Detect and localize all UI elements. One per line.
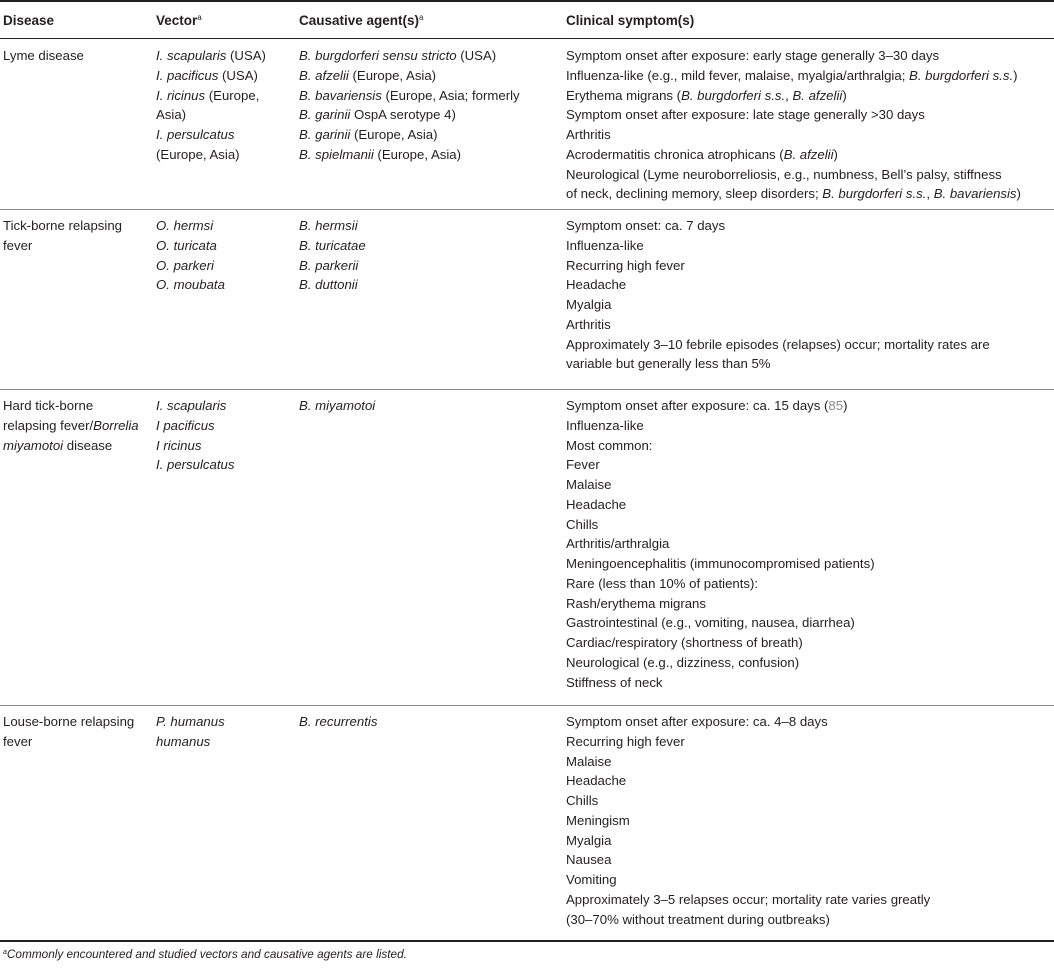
cell-text: Myalgia — [566, 832, 612, 848]
cell-disease — [3, 216, 143, 256]
cell-symptoms — [566, 46, 1054, 204]
cell-text: Rare (less than 10% of patients): — [566, 575, 759, 591]
cell-line — [299, 66, 549, 86]
cell-line — [299, 236, 549, 256]
cell-line — [566, 910, 1054, 930]
cell-text: (Europe, Asia; formerly — [381, 87, 520, 103]
cell-line — [566, 216, 1054, 236]
cell-text: O. parkeri — [156, 257, 214, 273]
cell-line — [156, 66, 286, 86]
cell-line — [299, 105, 549, 125]
cell-line — [566, 396, 1054, 416]
cell-text: Acrodermatitis chronica atrophicans ( — [566, 146, 784, 162]
cell-line — [566, 66, 1054, 86]
cell-line — [566, 315, 1054, 335]
cell-text: B. burgdorferi s.s. — [681, 87, 786, 103]
cell-text: (Europe, Asia) — [348, 67, 437, 83]
cell-text: Symptom onset after exposure: early stage generally 3–30 days — [566, 48, 940, 63]
cell-line: Tick-borne relapsing — [3, 218, 122, 233]
cell-text: Headache — [566, 277, 627, 293]
cell-text: (USA) — [218, 67, 258, 83]
header-agent: Causative $agent(s)^a$ — [299, 13, 424, 28]
cell-text: Recurring high fever — [566, 257, 685, 273]
cell-text: B. garinii — [299, 107, 351, 123]
cell-disease — [3, 396, 143, 455]
cell-text: Arthritis — [566, 316, 611, 332]
cell-text: Approximately 3–5 relapses occur; mortality rate varies greatly — [566, 891, 931, 907]
table-row — [0, 705, 1054, 940]
cell-line — [566, 752, 1054, 772]
cell-text: (USA) — [456, 48, 497, 63]
cell-line — [566, 673, 1054, 693]
cell-text: B. bavariensis — [933, 186, 1017, 202]
cell-text: Borrelia — [93, 417, 139, 433]
cell-text: B. afzelii — [783, 146, 834, 162]
cell-line — [156, 46, 286, 66]
cell-text: I. persulcatus — [156, 457, 235, 473]
cell-text: of neck, declining memory, sleep disorders; — [566, 186, 823, 202]
cell-line — [299, 145, 549, 165]
cell-line — [299, 712, 549, 732]
cell-line — [156, 455, 286, 475]
cell-line — [156, 216, 286, 236]
cell-text: miyamotoi — [3, 437, 64, 453]
cell-text: Chills — [566, 516, 599, 532]
cell-text: Recurring high fever — [566, 733, 685, 749]
cell-text: Neurological (e.g., dizziness, confusion) — [566, 654, 800, 670]
cell-text: variable but generally less than 5% — [566, 356, 771, 372]
cell-text: Chills — [566, 793, 599, 808]
cell-agent — [299, 46, 549, 165]
cell-vector — [156, 712, 286, 752]
bottom-rule — [0, 940, 1054, 942]
header-vector-note: a — [197, 13, 202, 22]
cell-text: Influenza-like — [566, 417, 644, 433]
cell-line: Lyme disease — [3, 48, 84, 63]
cell-line — [566, 236, 1054, 256]
cell-line — [566, 712, 1054, 732]
cell-line — [566, 46, 1054, 66]
cell-text: B. parkerii — [299, 257, 359, 273]
cell-text: I pacificus — [156, 417, 215, 433]
cell-symptoms — [566, 712, 1054, 929]
cell-text: Arthritis — [566, 127, 611, 142]
cell-text: O. hermsi — [156, 218, 214, 233]
cell-text: disease — [63, 437, 113, 453]
cell-line — [566, 613, 1054, 633]
cell-line — [3, 396, 143, 416]
cell-text: Symptom onset: ca. 7 days — [566, 218, 726, 233]
cell-text: B. turicatae — [299, 237, 366, 253]
cell-text: , — [785, 87, 793, 103]
cell-disease — [3, 46, 143, 66]
cell-line — [566, 594, 1054, 614]
cell-line — [156, 105, 286, 125]
header-disease: Disease — [3, 13, 55, 28]
cell-text: Approximately 3–10 febrile episodes (relapses) occur; mortality rates are — [566, 336, 990, 352]
cell-text: Headache — [566, 773, 627, 789]
cell-text: B. hermsii — [299, 218, 358, 233]
cell-line: fever — [3, 733, 33, 749]
cell-line — [566, 850, 1054, 870]
cell-line — [566, 416, 1054, 436]
cell-line — [566, 354, 1054, 374]
cell-text: humanus — [156, 733, 211, 749]
cell-text: Arthritis/arthralgia — [566, 536, 670, 552]
cell-line — [566, 165, 1054, 185]
cell-agent — [299, 396, 549, 416]
reference-link[interactable]: 85 — [828, 398, 844, 413]
cell-text: B. duttonii — [299, 277, 358, 293]
cell-line — [566, 791, 1054, 811]
cell-line: fever — [3, 237, 33, 253]
cell-text: Malaise — [566, 477, 612, 492]
cell-text: ) — [843, 398, 848, 413]
cell-text: Headache — [566, 496, 627, 512]
cell-text: I. ricinus — [156, 87, 206, 103]
cell-line — [156, 236, 286, 256]
cell-line — [299, 256, 549, 276]
cell-text: Stiffness of neck — [566, 674, 663, 690]
cell-text: ) — [842, 87, 847, 103]
cell-line — [566, 86, 1054, 106]
cell-line — [566, 256, 1054, 276]
cell-line — [566, 295, 1054, 315]
cell-agent — [299, 712, 549, 732]
cell-line — [566, 455, 1054, 475]
cell-line — [566, 335, 1054, 355]
cell-text: I ricinus — [156, 437, 202, 453]
cell-text: B. burgdorferi s.s. — [909, 67, 1014, 83]
cell-text: (Europe, — [205, 87, 260, 103]
table-header — [0, 2, 1054, 38]
cell-text: , — [926, 186, 934, 202]
cell-vector — [156, 46, 286, 165]
cell-line — [566, 574, 1054, 594]
cell-text: B. burgdorferi sensu stricto — [299, 48, 457, 63]
cell-text: (Europe, Asia) — [350, 127, 438, 142]
cell-text: Erythema migrans ( — [566, 87, 682, 103]
cell-text: Hard tick-borne — [3, 398, 94, 413]
cell-line — [566, 436, 1054, 456]
cell-text: Fever — [566, 457, 600, 473]
cell-line — [3, 436, 143, 456]
cell-line — [566, 125, 1054, 145]
cell-line — [156, 732, 286, 752]
cell-text: Meningoencephalitis (immunocompromised patients) — [566, 556, 875, 571]
cell-line — [566, 275, 1054, 295]
cell-line: Louse-borne relapsing — [3, 714, 135, 729]
cell-line — [566, 771, 1054, 791]
cell-text: Symptom onset after exposure: ca. 4–8 days — [566, 714, 828, 729]
cell-text: B. burgdorferi s.s. — [822, 186, 927, 202]
footnote-text: Commonly encountered and studied vectors and causative agents are listed. — [6, 947, 407, 961]
cell-text: Vomiting — [566, 872, 617, 887]
cell-text: B. miyamotoi — [299, 398, 376, 413]
cell-line — [566, 495, 1054, 515]
cell-line — [566, 184, 1054, 204]
cell-line — [156, 436, 286, 456]
cell-line — [299, 396, 549, 416]
cell-line — [566, 633, 1054, 653]
cell-line — [566, 554, 1054, 574]
cell-text: ) — [833, 146, 838, 162]
cell-text: B. afzelii — [299, 67, 349, 83]
cell-text: (30–70% without treatment during outbreaks) — [566, 911, 830, 927]
cell-text: O. turicata — [156, 237, 217, 253]
cell-text: Asia) — [156, 107, 187, 123]
cell-text: Gastrointestinal (e.g., vomiting, nausea, diarrhea) — [566, 615, 855, 631]
table-footnote — [3, 947, 407, 961]
cell-text: ) — [1016, 186, 1021, 202]
cell-text: relapsing fever/ — [3, 417, 94, 433]
table-row — [0, 209, 1054, 389]
cell-text: Neurological (Lyme neuroborreliosis, e.g., numbness, Bell’s palsy, stiffness — [566, 166, 1002, 182]
cell-line — [299, 86, 549, 106]
header-agent-note: a — [419, 13, 424, 22]
cell-line — [566, 870, 1054, 890]
cell-text: Influenza-like — [566, 237, 644, 253]
cell-line — [156, 396, 286, 416]
cell-line — [566, 653, 1054, 673]
cell-text: Meningism — [566, 812, 630, 828]
cell-line — [566, 732, 1054, 752]
header-symptoms: Clinical symptom(s) — [566, 13, 695, 28]
cell-vector — [156, 216, 286, 295]
cell-line — [299, 275, 549, 295]
cell-line — [566, 831, 1054, 851]
cell-text: B. garinii — [299, 127, 351, 142]
cell-text: Myalgia — [566, 297, 612, 312]
table-row — [0, 389, 1054, 705]
cell-text: Most common: — [566, 437, 653, 453]
cell-line — [299, 125, 549, 145]
cell-line — [566, 890, 1054, 910]
cell-text: (Europe, Asia) — [373, 146, 461, 162]
cell-text: B. recurrentis — [299, 714, 378, 729]
cell-line — [566, 534, 1054, 554]
cell-line — [156, 256, 286, 276]
cell-line — [156, 416, 286, 436]
cell-text: I. scapularis — [156, 398, 227, 413]
cell-text: B. afzelii — [792, 87, 843, 103]
cell-line — [156, 86, 286, 106]
cell-text: Malaise — [566, 753, 612, 769]
cell-text: (Europe, Asia) — [156, 146, 240, 162]
cell-line — [566, 145, 1054, 165]
cell-text: Symptom onset after exposure: ca. 15 days ( — [566, 398, 829, 413]
cell-text: Symptom onset after exposure: late stage generally >30 days — [566, 107, 925, 123]
cell-text: I. scapularis — [156, 48, 227, 63]
cell-text: ) — [1013, 67, 1018, 83]
cell-vector — [156, 396, 286, 475]
cell-symptoms — [566, 396, 1054, 692]
cell-line — [299, 216, 549, 236]
cell-text: Rash/erythema migrans — [566, 595, 706, 611]
cell-text: P. humanus — [156, 714, 225, 729]
cell-text: Cardiac/respiratory (shortness of breath) — [566, 635, 803, 650]
cell-line — [3, 416, 143, 436]
cell-agent — [299, 216, 549, 295]
table-row — [0, 39, 1054, 209]
cell-text: B. spielmanii — [299, 146, 374, 162]
cell-text: OspA serotype 4) — [350, 107, 456, 123]
cell-text: O. moubata — [156, 277, 225, 293]
cell-disease — [3, 712, 143, 752]
cell-line — [566, 475, 1054, 495]
cell-text: Nausea — [566, 852, 612, 868]
cell-text: Influenza-like (e.g., mild fever, malaise, myalgia/arthralgia; — [566, 67, 910, 83]
cell-line — [156, 145, 286, 165]
cell-line — [156, 125, 286, 145]
cell-text: B. bavariensis — [299, 87, 382, 103]
cell-line — [299, 46, 549, 66]
cell-line — [566, 811, 1054, 831]
cell-text: (USA) — [226, 48, 266, 63]
header-vector: Vector$^a$ — [156, 13, 202, 28]
cell-line — [566, 515, 1054, 535]
cell-line — [156, 712, 286, 732]
footnote-mark: a — [3, 949, 7, 956]
cell-symptoms — [566, 216, 1054, 374]
cell-text: I. pacificus — [156, 67, 219, 83]
cell-line — [156, 275, 286, 295]
cell-text: I. persulcatus — [156, 127, 235, 142]
cell-line — [566, 105, 1054, 125]
